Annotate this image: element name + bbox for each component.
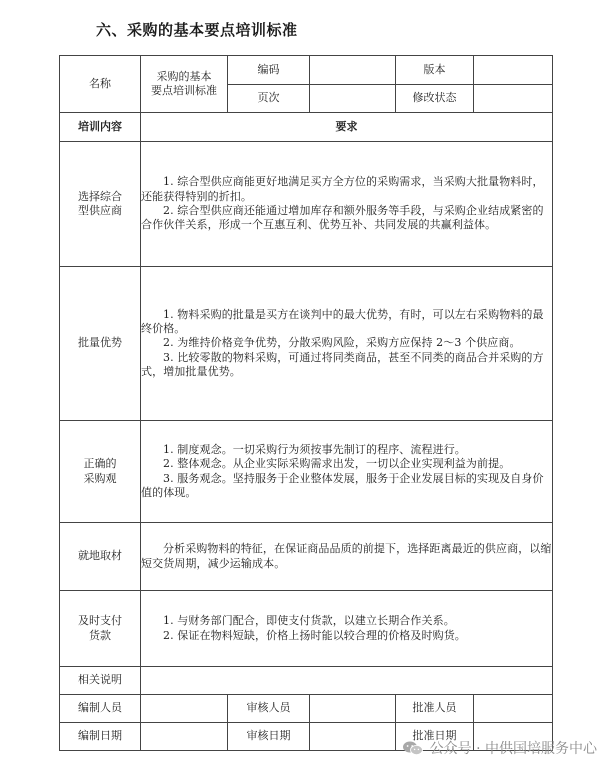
revision-value: [474, 85, 553, 113]
row-label: [60, 591, 141, 667]
name-value: [141, 56, 228, 113]
row-requirement: [141, 267, 553, 421]
name-value-line1: 采购的基本: [156, 69, 212, 83]
row-label-line1: 正确的: [83, 457, 117, 471]
edit-date-label: 编制日期: [60, 723, 141, 751]
table-row: [60, 267, 553, 421]
row-label: [60, 267, 141, 421]
requirement-paragraph: 1. 物料采购的批量是买方在谈判中的最大优势，有时，可以左右采购物料的最终价格。: [141, 307, 544, 336]
table-row: [60, 421, 553, 523]
column-header-row: [60, 113, 553, 142]
code-label: 编码: [228, 56, 310, 85]
requirement-paragraph: 1. 制度观念。一切采购行为须按事先制订的程序、流程进行。: [163, 442, 466, 456]
row-label: [60, 523, 141, 591]
row-label-line1: 就地取材: [78, 549, 122, 563]
approve-date-label: 批准日期: [396, 723, 474, 751]
header-row-1: [60, 56, 553, 85]
row-label-line2: 采购观: [83, 471, 117, 485]
requirement-paragraph: 2. 综合型供应商还能通过增加库存和额外服务等手段，与采购企业结成紧密的合作伙伴关系，形成一个互惠互利、优势互补、共同发展的共赢利益体。: [141, 204, 544, 232]
review-date-label: 审核日期: [228, 723, 310, 751]
watermark: [402, 738, 597, 758]
row-requirement: [141, 591, 553, 667]
editor-value: [141, 695, 228, 723]
column-header-content: 培训内容: [60, 113, 141, 142]
row-label-line1: 及时支付: [78, 614, 122, 628]
requirement-paragraph: 2. 保证在物料短缺，价格上扬时能以较合理的价格及时购货。: [163, 628, 466, 642]
row-label: [60, 421, 141, 523]
related-label: 相关说明: [60, 667, 141, 695]
table-row: [60, 523, 553, 591]
reviewer-label: 审核人员: [228, 695, 310, 723]
name-value-line2: 要点培训标准: [151, 84, 217, 97]
revision-label: 修改状态: [396, 85, 474, 113]
row-requirement: [141, 142, 553, 267]
page-title: 六、采购的基本要点培训标准: [96, 21, 298, 39]
row-label-line1: 批量优势: [78, 336, 122, 350]
requirement-paragraph: 1. 综合型供应商能更好地满足买方全方位的采购需求，当采购大批量物料时，还能获得特别的折扣。: [141, 175, 544, 203]
row-label-line2: 型供应商: [78, 204, 122, 217]
edit-date-value: [141, 723, 228, 751]
related-value: [141, 667, 553, 695]
related-notes-row: [60, 667, 553, 695]
code-value: [310, 56, 396, 85]
row-requirement: [141, 523, 553, 591]
approver-label: 批准人员: [396, 695, 474, 723]
approver-value: [474, 695, 553, 723]
row-label-line2: 货款: [89, 628, 111, 642]
row-label: [60, 142, 141, 267]
version-value: [474, 56, 553, 85]
table-row: [60, 591, 553, 667]
version-label: 版本: [396, 56, 474, 85]
requirement-paragraph: 2. 整体观念。从企业实际采购需求出发，一切以企业实现利益为前提。: [163, 457, 511, 471]
requirement-paragraph: 1. 与财务部门配合，即使支付货款，以建立长期合作关系。: [163, 614, 455, 628]
requirement-paragraph: 2. 为维持价格竞争优势，分散采购风险，采购方应保持 2～3 个供应商。: [163, 336, 521, 350]
page-label: 页次: [228, 85, 310, 113]
wechat-icon: [402, 740, 424, 756]
requirement-paragraph: 3. 服务观念。坚持服务于企业整体发展，服务于企业发展目标的实现及自身价值的体现。: [141, 471, 544, 499]
requirement-paragraph: 分析采购物料的特征，在保证商品品质的前提下，选择距离最近的供应商，以缩短交货周期，减少运输成本。: [141, 542, 552, 570]
watermark-text: 公众号 · 中供国培服务中心: [429, 741, 597, 757]
signoff-row-people: [60, 695, 553, 723]
row-requirement: [141, 421, 553, 523]
training-standard-table: [59, 55, 553, 751]
table-row: [60, 142, 553, 267]
page-value: [310, 85, 396, 113]
row-label-line1: 选择综合: [78, 189, 122, 203]
editor-label: 编制人员: [60, 695, 141, 723]
column-header-requirement: 要求: [141, 113, 553, 142]
reviewer-value: [310, 695, 396, 723]
requirement-paragraph: 3. 比较零散的物料采购，可通过将同类商品，甚至不同类的商品合并采购的方式，增加批量优势。: [141, 350, 544, 378]
name-label: 名称: [60, 56, 141, 113]
review-date-value: [310, 723, 396, 751]
